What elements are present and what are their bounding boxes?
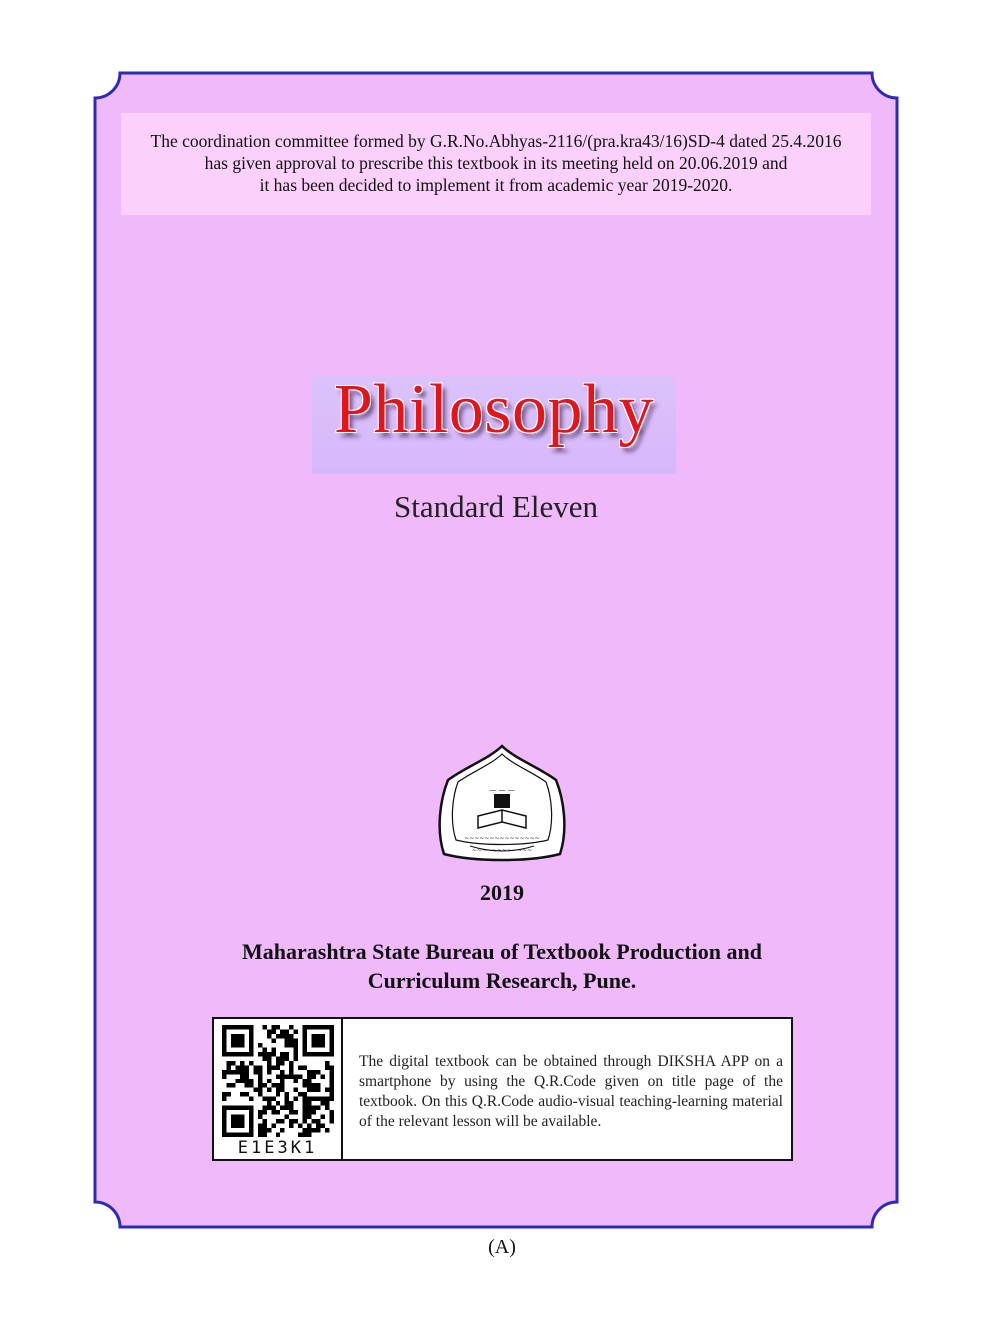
page-marker: (A) (488, 1236, 516, 1258)
notice-line-3: it has been decided to implement it from academic year 2019-2020. (259, 175, 733, 195)
svg-text:~~~~~~~~~~~~: ~~~~~~~~~~~~ (471, 847, 533, 854)
board-emblem-icon (434, 742, 570, 867)
book-subtitle: Standard Eleven (393, 489, 598, 524)
publisher-name (0, 937, 992, 995)
svg-text:~~~~~~~~~~~~~~~: ~~~~~~~~~~~~~~~ (464, 835, 540, 842)
notice-line-1: The coordination committee formed by G.R.No.Abhyas-2116/(pra.kra43/16)SD-4 dated 25.4.2016 (150, 131, 842, 151)
publisher-line-2: Curriculum Research, Pune. (367, 968, 637, 993)
publisher-line-1: Maharashtra State Bureau of Textbook Production and (242, 939, 762, 964)
qr-code-id: E1E3K1 (237, 1138, 318, 1158)
qr-info-panel (212, 1017, 793, 1161)
approval-notice (121, 113, 871, 215)
qr-description: The digital textbook can be obtained through DIKSHA APP on a smartphone by using the Q.R.Code given on title page of the textbook. On this Q.R.Code audio-visual teaching-learning material of the relevant lesson will be available. (359, 1053, 783, 1130)
book-title: Philosophy (333, 371, 655, 448)
qr-cell (214, 1019, 343, 1159)
qr-code-icon[interactable] (222, 1025, 334, 1137)
notice-line-2: has given approval to prescribe this textbook in its meeting held on 20.06.2019 and (204, 153, 788, 173)
publication-year: 2019 (480, 880, 524, 905)
svg-text:— — —: — — — (489, 786, 515, 794)
